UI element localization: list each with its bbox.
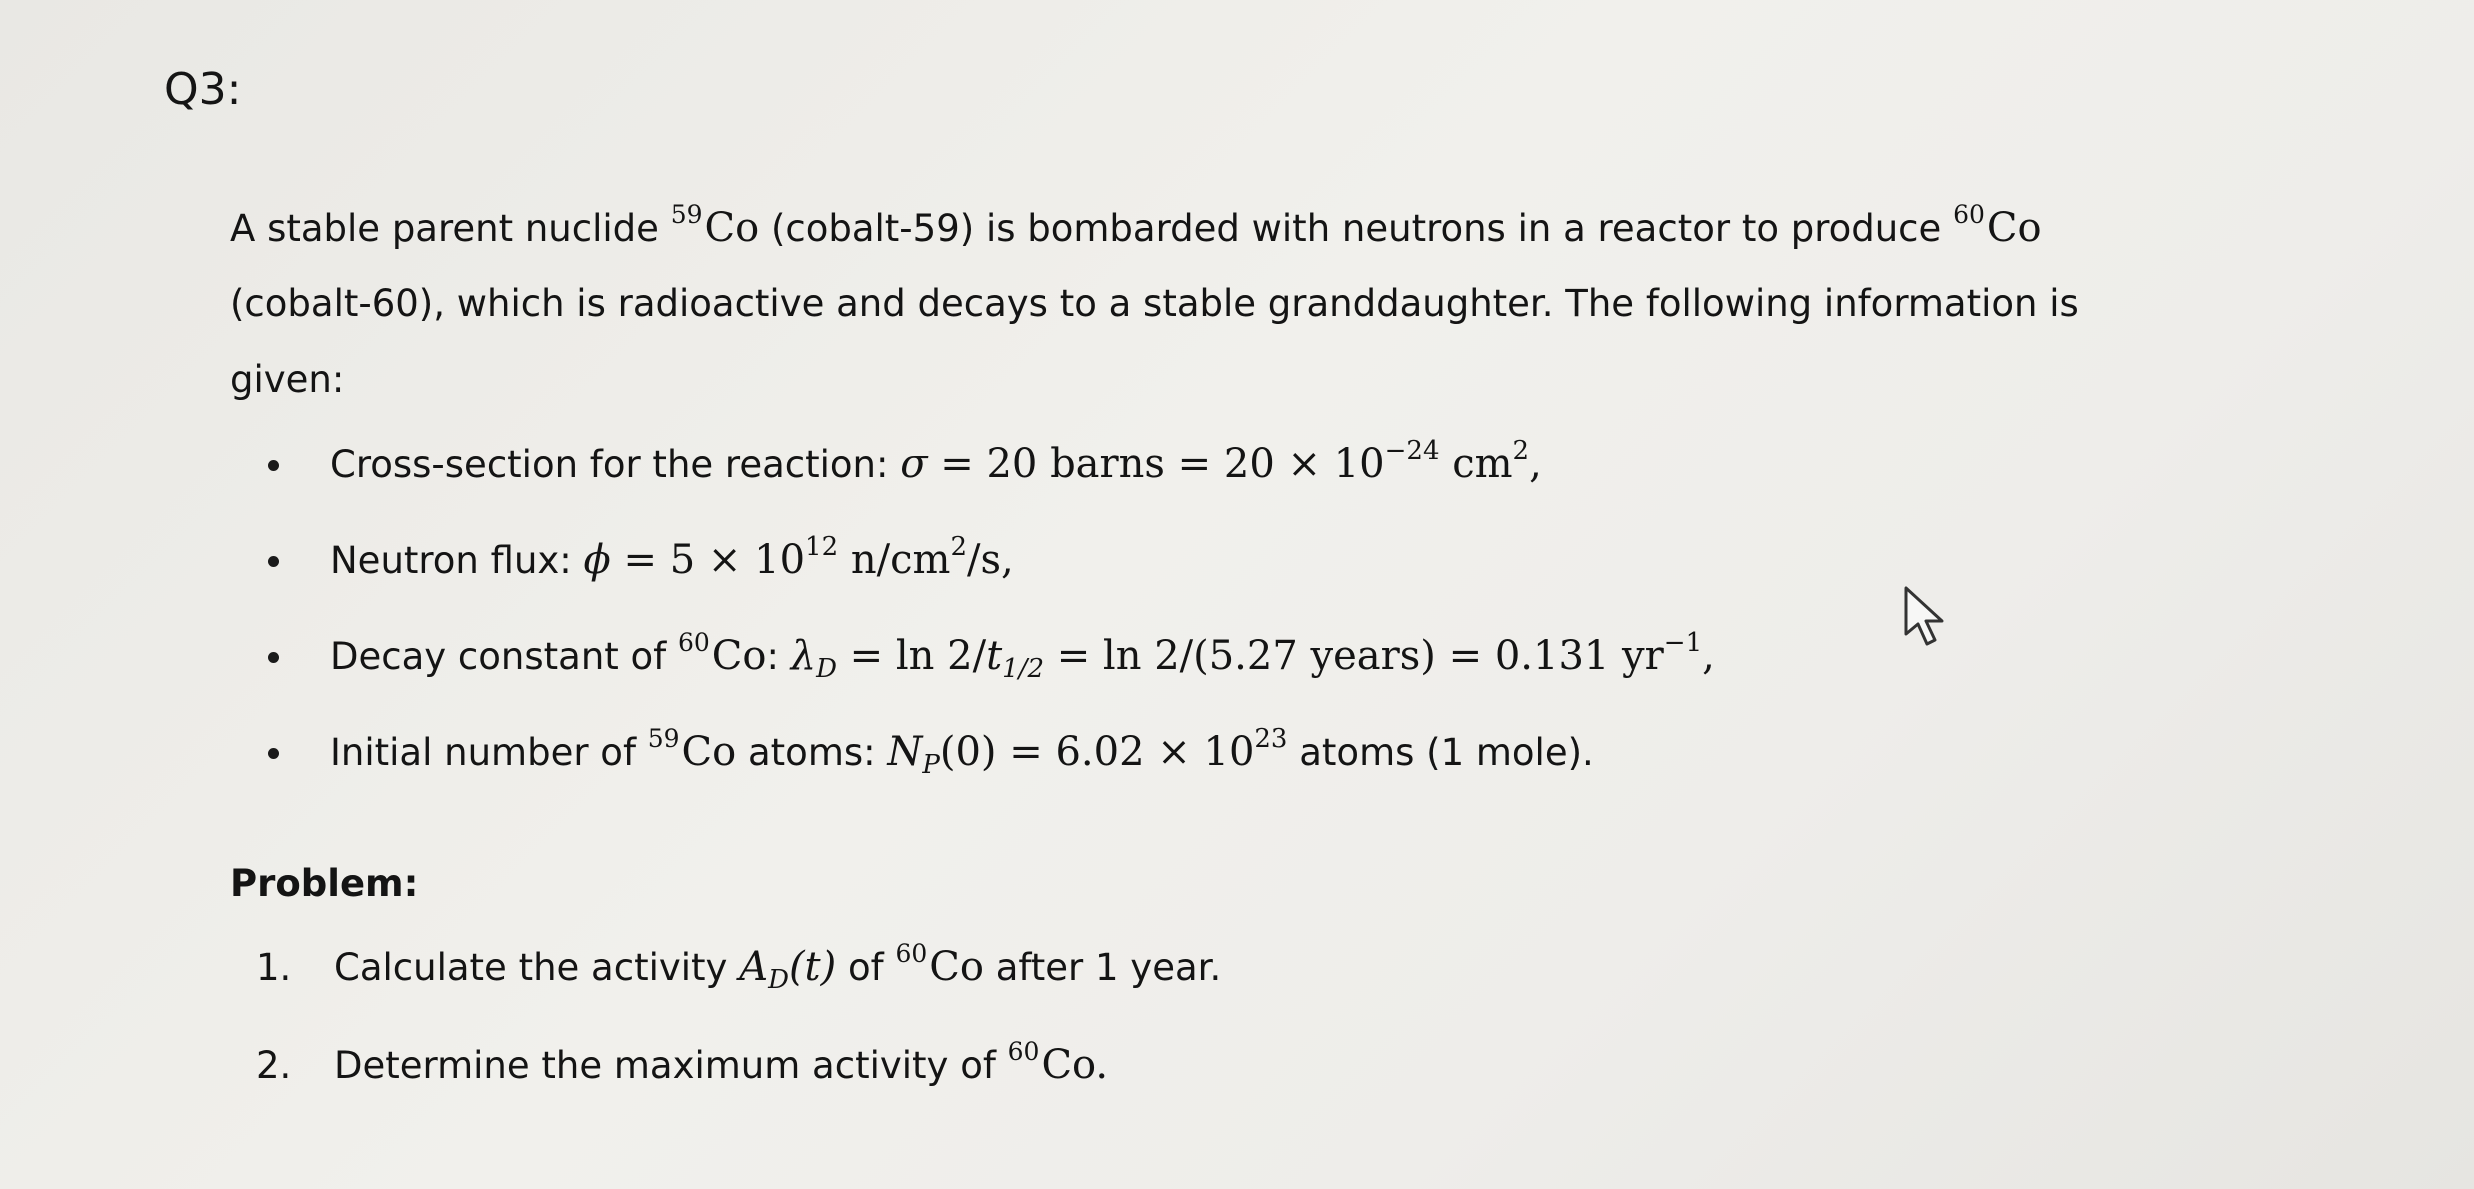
bullet-cross-section: Cross-section for the reaction: σ = 20 barns = $20 \times 10^{-24}$ $cm^2$,	[250, 432, 2400, 528]
intro-line-3: given:	[230, 358, 345, 401]
bullet-dot-icon	[268, 652, 279, 663]
bullet-dot-icon	[268, 556, 279, 567]
problem-list	[250, 935, 2350, 1131]
item-number: 2.	[256, 1044, 292, 1087]
intro-line-1: A stable parent nuclide $^{59}$Co (cobalt-59) is bombarded with neutrons in a reactor to produce $^{60}$Co	[230, 200, 2042, 251]
problem-title: Problem:	[230, 862, 419, 905]
problem-item-2: 2. Determine the maximum activity of $^{60}$Co.	[250, 1033, 2350, 1131]
bullet-neutron-flux: Neutron flux: $\phi = 5 \times 10^{12}$ $n/cm^2/s$,	[250, 528, 2400, 624]
bullet-dot-icon	[268, 460, 279, 471]
mouse-pointer-icon	[1900, 584, 1960, 648]
problem-item-1: 1. Calculate the activity $A_D(t)$ of $^{60}$Co after 1 year.	[250, 935, 2350, 1033]
bullet-decay-constant: Decay constant of $^{60}$Co: $\lambda_D = \ln 2/t_{1/2} = \ln 2/(5.27$ years) = 0.131 $yr^{-1}$,	[250, 624, 2400, 720]
isotope-mass-59: 59	[670, 200, 703, 229]
cobalt-symbol: Co	[1986, 205, 2042, 251]
isotope-mass-60: 60	[1953, 200, 1985, 229]
intro-paragraph	[230, 190, 2410, 418]
intro-line-2: (cobalt-60), which is radioactive and decays to a stable granddaughter. The following information is	[230, 282, 2079, 325]
bullet-dot-icon	[268, 748, 279, 759]
question-heading: Q3:	[164, 64, 242, 115]
item-number: 1.	[256, 946, 292, 989]
bullet-initial-atoms: Initial number of $^{59}$Co atoms: $N_P(0) = 6.02 \times 10^{23}$ atoms (1 mole).	[250, 720, 2400, 816]
given-info-list	[250, 432, 2400, 816]
cobalt-symbol: Co	[704, 205, 760, 251]
